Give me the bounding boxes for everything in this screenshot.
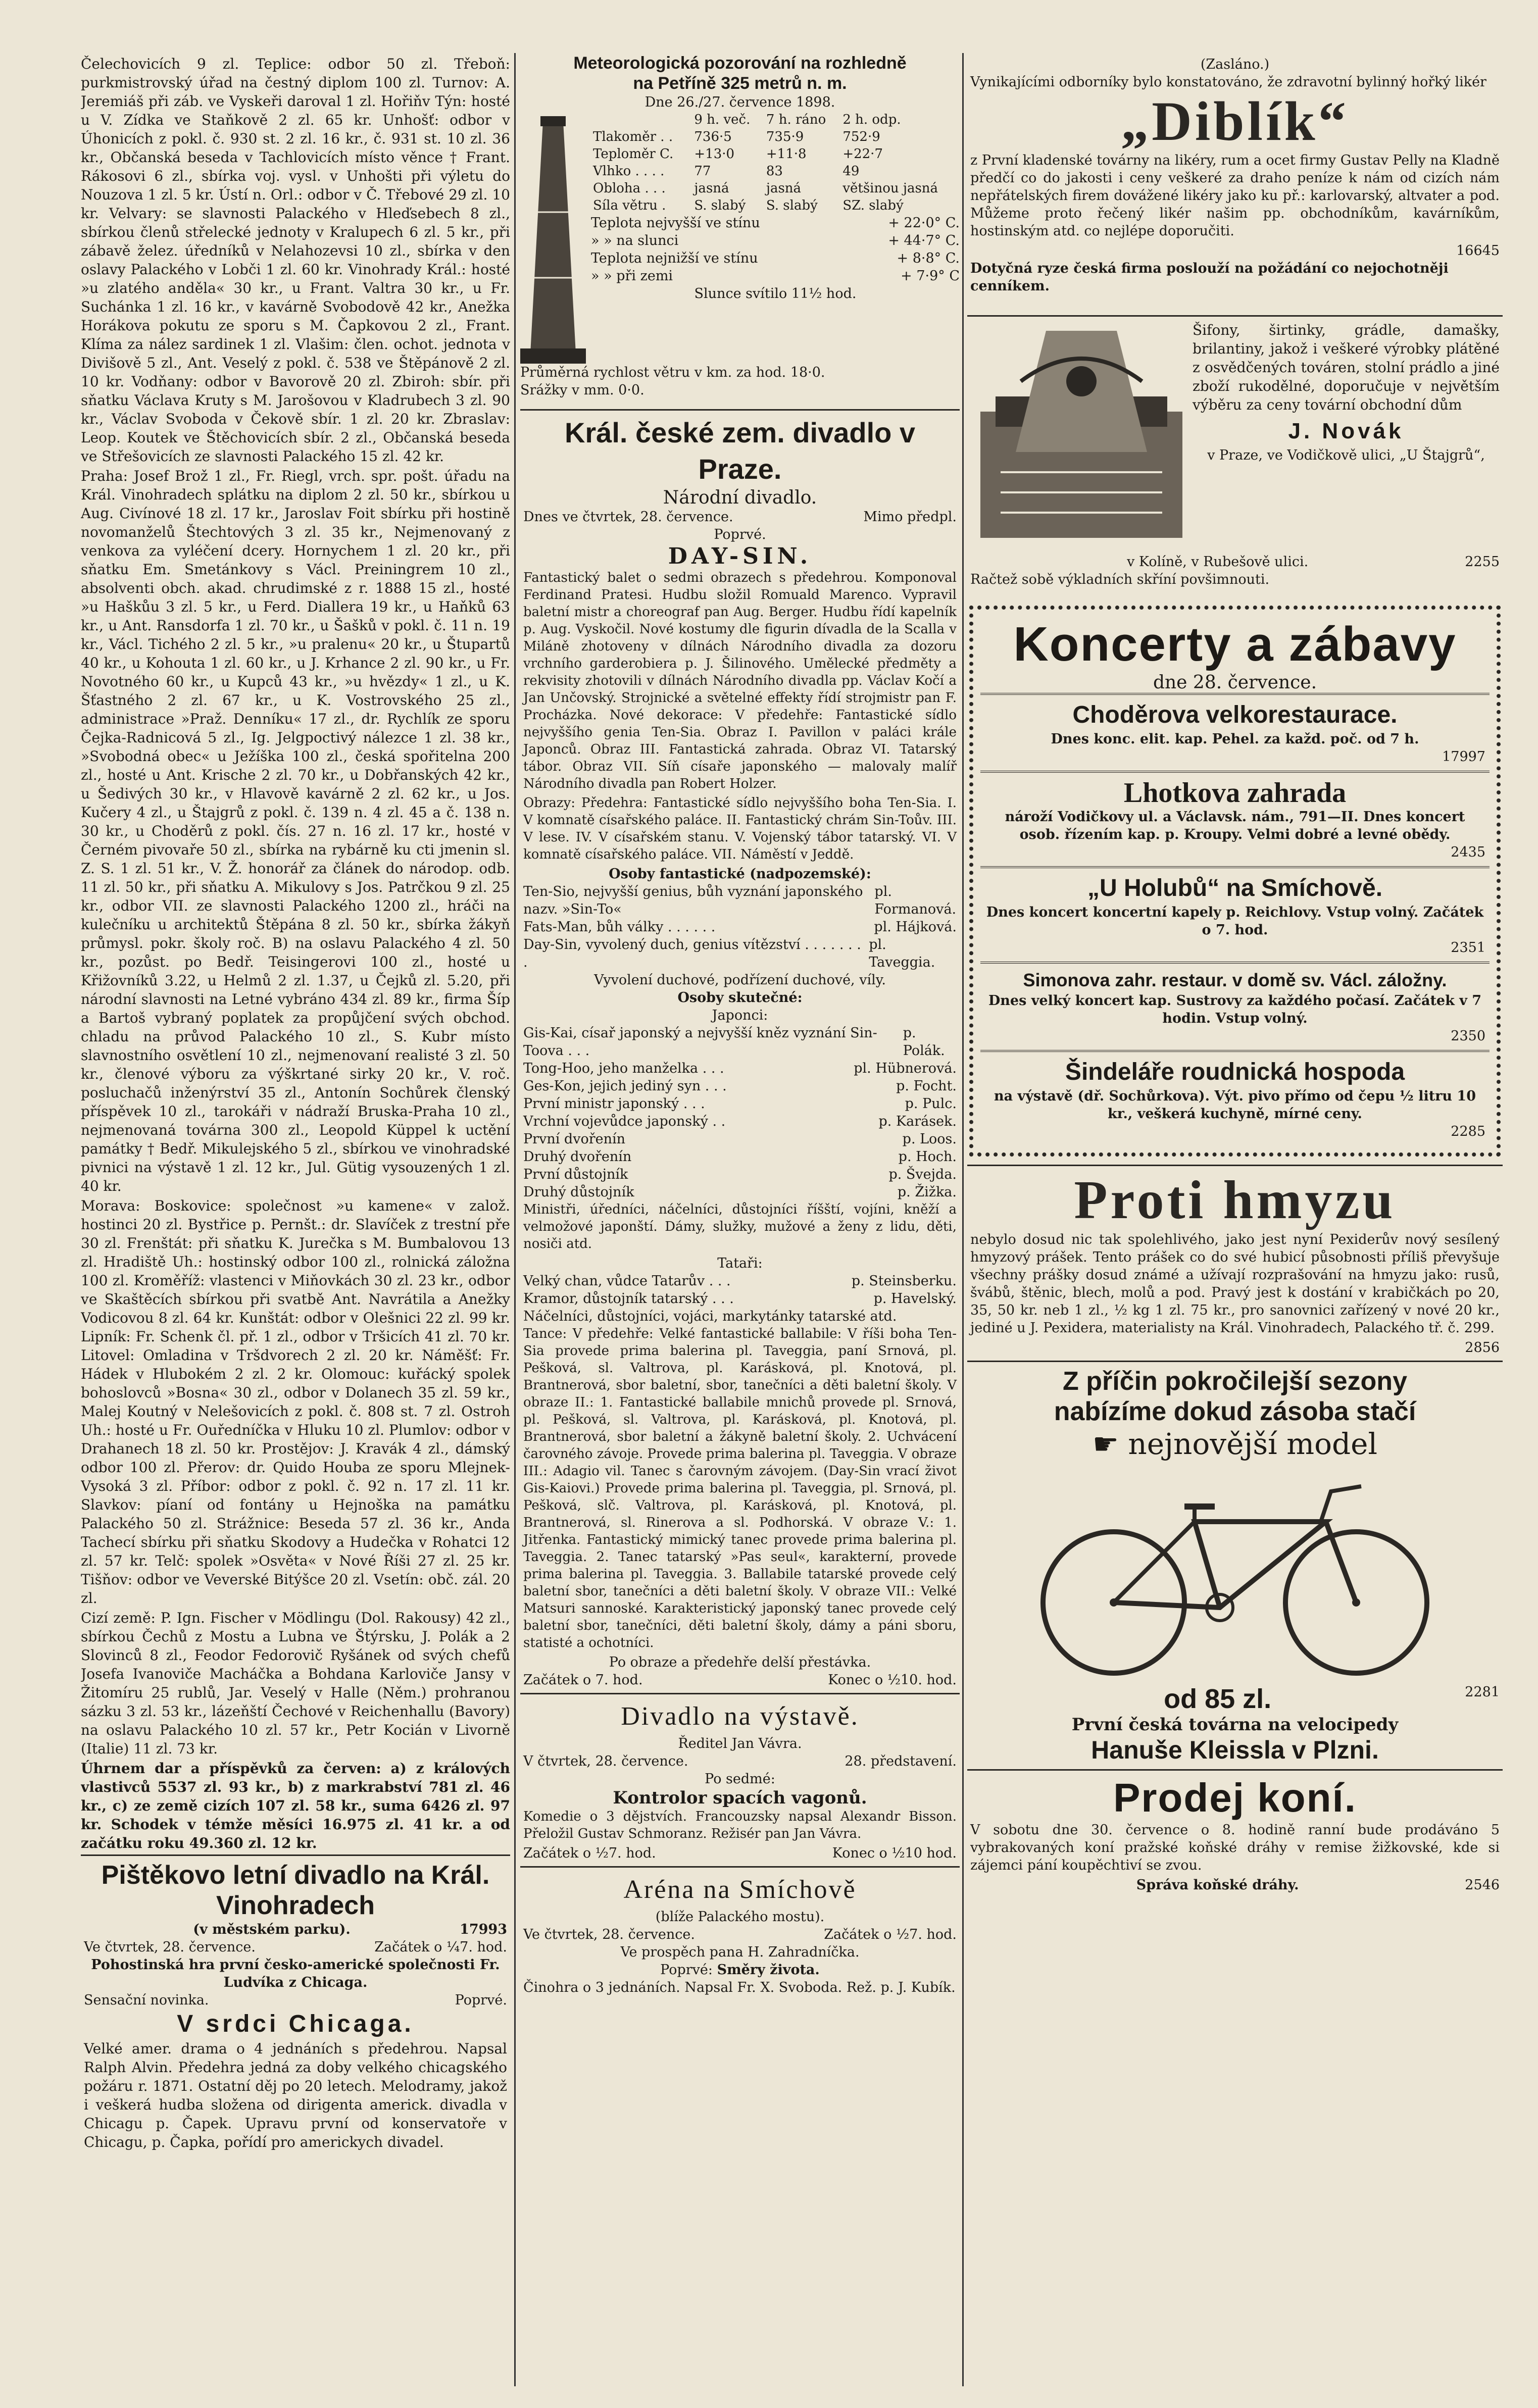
- cast-actor: p. Švejda.: [888, 1167, 957, 1182]
- donations-list: [81, 0, 510, 1852]
- novak-addr: v Praze, ve Vodičkově ulici, „U Štajgrů“,: [1207, 447, 1485, 463]
- meteo-value: 83: [766, 164, 783, 179]
- cast-actor: p. Pulc.: [905, 1096, 957, 1112]
- concerts-title: Koncerty a zábavy: [1013, 617, 1457, 671]
- pistek-start: Začátek o ¼7. hod.: [374, 1939, 507, 1955]
- meteo-value: jasná: [694, 181, 729, 196]
- meteo-row-label: Obloha . . .: [593, 181, 666, 196]
- ad-number: 2856: [1465, 1340, 1500, 1356]
- pistek-desc: Velké amer. drama o 4 jednáních s předehrou. Napsal Ralph Alvin. Předehra jedná za doby velkého chicagského požáru r. 1871. Ostatní děj po 20 letech. Melodramy, jakož i veškerá hudba složena od dirigenta americk. divadla v Chicagu p. Čapek. Upravu první od konservatoře v Chicagu, p. Čapka, pořídí pro americkych divadel.: [84, 2040, 507, 2150]
- cast-list: [523, 883, 957, 971]
- insects-title: Proti hmyzu: [1074, 1170, 1396, 1230]
- meteo-table: [591, 111, 960, 214]
- arena-date-row: [523, 1926, 957, 1943]
- temp-label: » » při zemi: [591, 268, 673, 284]
- insect-powder-ad: [967, 1165, 1503, 1361]
- diblik-intro: Vynikajícími odborníky bylo konstatováno, že zdravotní bylinný hořký likér: [970, 74, 1486, 90]
- expo-times: [523, 1844, 957, 1862]
- column-rule: [962, 53, 964, 2386]
- novak-goods: Šifony, širtinky, grádle, damašky, brilantiny, jakož i veškeré výrobky plátěné z osvědčených továren, stolní prádlo a jiné zboží rukodělné, doporučuje v největším výběru za ceny tovární obchodní dům: [1193, 322, 1500, 413]
- bicycle-line2: nabízíme dokud zásoba stačí: [1054, 1397, 1416, 1426]
- meteo-col-head: 9 h. več.: [694, 112, 751, 127]
- diblik-ship: Dotyčná ryze česká firma poslouží na požádání co nejochotněji cenníkem.: [970, 261, 1449, 294]
- national-play: DAY-SIN.: [668, 543, 812, 569]
- arena-play-row: [523, 1961, 957, 1979]
- cast-list: [523, 1024, 957, 1201]
- national-scenes: Obrazy: Předehra: Fantastické sídlo nejvyššího boha Ten-Sia. I. V komnatě císařského paláce. II. Fantastický chrám Sin-Toův. III. V lese. IV. V císařském stanu. V. Vojenský tábor tatarský. VI. V komnatě císařského paláce. VII. Náměstí v Jeddě.: [523, 795, 957, 862]
- expo-title: Divadlo na výstavě.: [621, 1702, 859, 1731]
- cast-list: [523, 1272, 957, 1308]
- national-note: Mimo předpl.: [863, 509, 957, 525]
- pistek-subtitle: (v městském parku).: [193, 1922, 351, 1937]
- donations-summary: Úhrnem dar a příspěvků za červen: a) z králových vlastivců 5537 zl. 93 kr., b) z markrabství 781 zl. 46 kr., c) ze země cizích 107 zl. 58 kr., suma 6426 zl. 97 kr. Schodek v témže měsíci 16.975 zl. 41 kr. a od začátku roku 49.360 zl. 12 kr.: [81, 1760, 510, 1851]
- expo-end: Konec o ½10 hod.: [832, 1845, 957, 1861]
- concert-venue: Choděrova velkorestaurace.: [1072, 701, 1398, 728]
- meteo-body: [520, 111, 960, 364]
- meteo-title-2: na Petříně 325 metrů n. m.: [633, 74, 847, 93]
- cast-role: Fats-Man, bůh války . . . . . .: [523, 919, 716, 935]
- meteo-row: [591, 197, 960, 214]
- pistek-company: Pohostinská hra první česko-americké společnosti Fr. Ludvíka z Chicaga.: [91, 1957, 500, 1990]
- expo-play: Kontrolor spacích vagonů.: [613, 1788, 867, 1808]
- cast-role: Day-Sin, vyvolený duch, genius vítězství . . . . . . . .: [523, 937, 861, 970]
- temp-value: + 44·7° C.: [888, 233, 960, 248]
- meteo-value: 736·5: [694, 129, 732, 144]
- pistek-play: V srdci Chicaga.: [177, 2011, 414, 2037]
- temp-value: + 8·8° C.: [897, 250, 960, 266]
- bicycle-line3: nejnovější model: [1128, 1427, 1378, 1461]
- cast-actor: p. Havelský.: [873, 1291, 957, 1307]
- cast-heading: Osoby fantastické (nadpozemské):: [609, 866, 871, 882]
- expo-theatre-ad: [520, 1693, 960, 1866]
- cast-role: Ten-Sio, nejvyšší genius, bůh vyznání japonského nazv. »Sin-To«: [523, 884, 863, 917]
- national-sub: Národní divadlo.: [663, 487, 817, 508]
- expo-day: V čtvrtek, 28. července.: [523, 1753, 688, 1769]
- textile-illustration: [970, 321, 1193, 553]
- meteo-value: +13·0: [694, 146, 735, 162]
- ad-number: 17993: [460, 1922, 507, 1937]
- concert-venue: „U Holubů“ na Smíchově.: [1087, 875, 1383, 901]
- cast-role: Tong-Hoo, jeho manželka . . .: [523, 1061, 724, 1076]
- expo-director: Ředitel Jan Vávra.: [678, 1736, 802, 1751]
- cast-heading: Osoby skutečné:: [677, 990, 803, 1006]
- concert-venue: Lhotkova zahrada: [1123, 777, 1347, 809]
- temp-value: + 7·9° C: [901, 268, 960, 284]
- ad-number: 2255: [1465, 554, 1500, 570]
- horses-body: V sobotu dne 30. července o 8. hodině ranní bude prodáváno 5 vybrakovaných koní pražské koňské dráhy v remise žižkovské, kde si zájemci pání koupěchtiví se zvou.: [970, 1822, 1500, 1873]
- arena-play: Směry života.: [717, 1962, 820, 1978]
- temp-label: Teplota nejvyšší ve stínu: [591, 215, 760, 231]
- national-dances: Tance: V předehře: Velké fantastické ballabile: V říši boha Ten-Sia provede prima balerina pl. Taveggia, paní Srnová, pl. Pešková, sl. Valtrova, pl. Karásková, pl. Knotová, pl. Brantnerová, sbor baletní, sbor, tanečníci a děti baletní školy. V obraze II.: 1. Fantastické ballabile mnichů provede pl. Srnová, pl. Pešková, sl. Valtrova, pl. Karásková, pl. Knotová, pl. Brantnerová, sbor baletní a žákyně baletní školy. 2. Uchvácení čarovného závoje. Provede prima balerina pl. Taveggia. V obraze III.: Adagio vil. Tanec s čarovným závojem. (Day-Sin vrací život Gis-Kaiovi.) Provede prima balerina pl. Taveggia, pl. Srnová, pl. Pešková, slč. Valtrova, pl. Karásková, pl. Knotová, pl. Brantnerová, sl. Rinerova a sl. Podhorská. V obraze V.: 1. Jitřenka. Fantastický mimický tanec provede prima balerina pl. Taveggia. 2. Tanec tatarský »Pas seul«, karakterní, provede prima balerina pl. Taveggia. 3. Ballabile tatarské provede celý baletní sbor, tanečníci a děti baletní školy. V obraze VII.: Velké Matsuri sannoské. Karakteristický japonský tanec provede celý baletní sbor, tanečníci, děti baletní školy, dámy a páni sboru, statisté a ochotníci.: [523, 1326, 957, 1650]
- ad-number: 16645: [1456, 243, 1500, 259]
- meteo-value: +11·8: [766, 146, 807, 162]
- concert-item: [980, 771, 1490, 866]
- national-interval: Po obraze a předehře delší přestávka.: [609, 1654, 871, 1670]
- pistek-theatre-ad: [81, 1854, 510, 2158]
- meteo-value: 49: [842, 164, 860, 179]
- cast-note: Náčelníci, důstojníci, vojáci, markytánky tatarské atd.: [523, 1309, 897, 1324]
- concert-item: [980, 693, 1490, 771]
- cast-actor: p. Hoch.: [898, 1149, 957, 1165]
- bicycle-line1: Z příčin pokročilejší sezony: [1063, 1367, 1407, 1396]
- national-times: [523, 1671, 957, 1689]
- cast-role: Gis-Kai, císař japonský a nejvyšší kněz vyznání Sin-Toova . . .: [523, 1025, 877, 1059]
- column-rule: [514, 53, 516, 2386]
- cast-actor: pl. Hájková.: [874, 919, 957, 935]
- cast-actor: p. Žižka.: [897, 1184, 957, 1200]
- novak-name: J. Novák: [1288, 419, 1404, 443]
- ad-number: 2546: [1465, 1877, 1500, 1893]
- cast-actor: p. Polák.: [903, 1025, 945, 1059]
- novak-text: [1193, 321, 1500, 553]
- pistek-novelty: Sensační novinka.: [84, 1992, 209, 2008]
- middle-column: [520, 0, 960, 2408]
- novak-ad: [967, 315, 1503, 592]
- ad-number: 2350: [1451, 1028, 1485, 1044]
- meteo-value: S. slabý: [766, 198, 818, 213]
- horses-title: Prodej koní.: [1113, 1775, 1357, 1820]
- national-end: Konec o ½10. hod.: [828, 1672, 957, 1688]
- arena-day: Ve čtvrtek, 28. července.: [523, 1927, 695, 1942]
- novak-body: [970, 321, 1500, 553]
- concert-item: [980, 866, 1490, 962]
- meteo-wind: Průměrná rychlost větru v km. za hod. 18·0.: [520, 365, 825, 380]
- sunshine: Slunce svítilo 11½ hod.: [694, 286, 857, 302]
- meteo-value: 735·9: [766, 129, 804, 144]
- horses-sign-row: [970, 1876, 1500, 1894]
- cast-note: Ministři, úředníci, náčelníci, důstojníci říšští, vojíni, kněží a velmožové japonští. Dámy, služky, mužové a ženy z lidu, děti, nosiči atd.: [523, 1202, 957, 1251]
- concert-text: nároží Vodičkovy ul. a Václavsk. nám., 791—II. Dnes koncert osob. řízením kap. p. Kroupy. Velmi dobré a levné obědy.: [1005, 809, 1465, 842]
- arena-ad: [520, 1866, 960, 2000]
- meteo-row: [591, 180, 960, 197]
- meteo-col-head: 2 h. odp.: [842, 112, 901, 127]
- cast-role: První důstojník: [523, 1167, 628, 1182]
- expo-start: Začátek o ½7. hod.: [523, 1845, 656, 1861]
- pistek-subrow: [84, 1921, 507, 1938]
- meteo-row: [591, 128, 960, 145]
- cast-actor: pl. Taveggia.: [869, 937, 935, 970]
- cast-heading: Japonci:: [712, 1008, 768, 1023]
- meteo-value: většinou jasná: [842, 181, 938, 196]
- ad-number: 2351: [1451, 940, 1485, 956]
- cast-role: Druhý důstojník: [523, 1184, 634, 1200]
- bicycle-maker: Hanuše Kleissla v Plzni.: [1091, 1736, 1379, 1764]
- meteo-col-head: 7 h. ráno: [766, 112, 826, 127]
- bicycle-ad: [967, 1361, 1503, 1769]
- right-column: [967, 0, 1503, 2408]
- cast-actor: pl. Formanová.: [874, 884, 957, 917]
- national-day: Dnes ve čtvrtek, 28. července.: [523, 509, 733, 525]
- concert-text: Dnes konc. elit. kap. Pehel. za každ. poč. od 7 h.: [1051, 731, 1419, 747]
- bicycle-price: od 85 zl.: [1164, 1684, 1272, 1714]
- arena-first: Poprvé:: [660, 1962, 713, 1978]
- meteo-row-label: Síla větru .: [593, 198, 666, 213]
- concert-venue: Simonova zahr. restaur. v domě sv. Václ. záložny.: [1023, 970, 1447, 990]
- pointing-hand-icon: ☛: [1092, 1427, 1119, 1461]
- pistek-day: Ve čtvrtek, 28. července.: [84, 1939, 256, 1955]
- national-start: Začátek o 7. hod.: [523, 1672, 643, 1688]
- pistek-title: Pištěkovo letní divadlo na Král. Vinohradech: [101, 1861, 490, 1920]
- donations-paragraph: Čelechovicích 9 zl. Teplice: odbor 50 zl. Třeboň: purkmistrovský úřad na čestný diplom 100 zl. Turnov: A. Jeremiáš při záb. ve Vyskeři daroval 1 zl. Hořiňv Týn: hosté u V. Zídka ve Staňkově 2 zl. 65 kr. Unhošť: odbor v Úhonicích z pokl. č. 930 st. 2 zl. 16 kr., č. 931 st. 10 zl. 36 kr., Občanská beseda v Tachlovicích místo věnce † Frant. Rákosovi 6 zl., sbírka voj. vysl. v Unhošti při výletu do Nouzova 1 zl. 5 kr. Ústí n. Orl.: odbor v Č. Třebové 29 zl. 10 kr. Velvary: se slavnosti Palackého v Hleďsebech 8 zl., sbírkou členů střelecké jednoty v Kralupech 6 zl. 5 kr., při zábavě želez. úředníků v Nelahozevsi 10 zl., sbírka v den oslavy Palackého v Lobči 1 zl. 60 kr. Vinohrady Král.: hosté »u zlatého anděla« 30 kr., u Frant. Valtra 30 kr., u Fr. Suchánka 1 zl. 16 kr., v kavárně Svobodově 42 kr., Anežka Horákova pokutu ze sporu s M. Čapkovou 2 zl., Frant. Klíma za nález sardinek 1 zl. Vlašim: člen. ochot. jednota v Divišově 5 zl., Ant. Veselý z pokl. č. 538 ve Štěpánově 2 zl. 10 kr. Vodňany: odbor v Bavorově 20 zl. Zbiroh: sbír. při sňatku Václava Kruty s M. Jarošovou v Kladrubech 3 zl. 90 kr., Václav Svoboda v Čekově sbír. 1 zl. 20 kr. Zbraslav: Leop. Koutek ve Štěchovicích sbír. 2 zl., Občanská beseda ve Střešovicích ze slavnosti Palackého 15 zl. 42 kr.: [81, 56, 510, 465]
- national-theatre-ad: [520, 409, 960, 1693]
- meteo-value: jasná: [766, 181, 802, 196]
- concert-text: Dnes velký koncert kap. Sustrovy za každého počasí. Začátek v 7 hodin. Vstup volný.: [988, 993, 1482, 1026]
- cast-role: Druhý dvořenín: [523, 1149, 632, 1165]
- lookout-tower-illustration: [520, 111, 586, 364]
- diblik-zaslano: (Zasláno.): [1200, 57, 1270, 72]
- concert-item: [980, 1050, 1490, 1145]
- expo-desc: Komedie o 3 dějstvích. Francouzsky napsal Alexandr Bisson. Přeložil Gustav Schmoranz. Režisér pan Jan Vávra.: [523, 1809, 957, 1841]
- meteo-row-label: Tlakoměr . .: [593, 129, 673, 144]
- concerts-date: dne 28. července.: [1153, 672, 1317, 693]
- horses-sign: Správa koňské dráhy.: [1136, 1877, 1299, 1893]
- novak-branch-row: [970, 553, 1500, 571]
- arena-title: Aréna na Smíchově: [623, 1875, 857, 1904]
- concerts-box: [969, 606, 1501, 1157]
- pistek-novelty-row: [84, 1991, 507, 2009]
- arena-start: Začátek o ½7. hod.: [824, 1927, 957, 1942]
- donations-paragraph: Praha: Josef Brož 1 zl., Fr. Riegl, vrch. spr. pošt. úřadu na Král. Vinohradech splátku na diplom 2 zl. 50 kr., sbírkou u Aug. Civínové 18 zl. 17 kr., Jaroslav Foit sbírku při hostině novomanželů Štechtových 3 zl. 35 kr., Nejmenovaný z venkova za vyléčení dcery. Hornychem 1 zl. 20 kr., při sňatku Em. Smetánkovy s Václ. Preiningrem 10 zl., absolventi obch. akad. chrudimské z r. 1888 15 zl., hosté »u Haškůu 3 zl. 5 kr., u Ferd. Diallera 19 kr., u Haňků 63 kr., u Ant. Ransdorfa 1 zl. 70 kr., u Šašků v pokl. č. 11 n. 19 kr., Václ. Tichého 2 zl. 5 kr., »u pralenu« 20 kr., u Štupartů 40 kr., u Kohouta 1 zl. 60 kr., u J. Krhance 2 zl. 90 kr., u Fr. Novotného 60 kr., u Kupců 43 kr., »u hvězdy« 1 zl., u K. Šťastného 2 zl. 67 kr., u K. Vostrovského 25 zl., administrace »Praž. Denníku« 17 zl., dr. Rychlík ze sporu Čejka-Radnicová 5 zl., Ig. Jelgpoctivý nálezce 1 zl. 38 kr., »Svobodná obec« u Ježíška 100 zl., česká spořitelna 200 zl., hosté u Ant. Krische 2 zl. 70 kr., u Dobřanských 42 kr., u Šedivých 30 kr., v Hlavově kavárně 2 zl. 62 kr., u Jos. Kučery 4 zl., u Štajgrů z pokl. č. 139 n. 4 zl. 45 a č. 138 n. 30 kr., u Choděrů z pokl. čís. 27 n. 16 zl. 17 kr., hosté v Černém pivovaře 50 zl., sbírka na rybárně ku cti jmenin sl. Z. S. 1 zl. 51 kr., V. Ž. honorář za článek do národop. odb. 11 zl. 50 kr., při sňatku A. Mikulovy s Jos. Patrčkou 9 zl. 25 kr., odbor VII. ze slavnosti Palackého 1200 zl., hráči na kulečníku u architektů Štěpána 8 zl. 50 kr., sbírka žákyň průmysl. pokr. školy roč. B) na oslavu Palackého 4 zl. 50 kr., pozůst. po Bedř. Teisingerovi 100 zl., hosté u Křižovníků 3.22, u Helmů 2 zl. 1.37, u Čejků zl. 5.20, při národní slavnosti na Letné vybráno 434 zl. 89 kr., firma Šíp a Bartoš vybraný poplatek za propůjčení svých obchod. chladu na průvod Palackého 10 zl., S. Kubr místo slavnostního osvětlení 10 zl., nejmenovaní realisté 3 zl. 50 kr., členové výboru za výškrtané sirky 20 kr., V. roč. posluchačů inženýrství 35 zl., Antonín Sochůrek členský příspěvek 10 zl., tarokáři v nádraží Bruska-Praha 10 zl., nejmenovaná továrna 300 zl., Leopold Küppel k uctění památky † Bedř. Mikulejského 5 zl., sbírkou ve vinohradské pivnici na výstavě 1 zl. 12 kr., Jul. Gütig vysouzených 1 zl. 40 kr.: [81, 468, 510, 1194]
- concert-item: [980, 962, 1490, 1050]
- bicycle-model-row: [970, 1427, 1500, 1461]
- bicycle-illustration: [1018, 1466, 1452, 1678]
- expo-note: Po sedmé:: [705, 1771, 775, 1787]
- concert-text: Dnes koncert koncertní kapely p. Reichlovy. Vstup volný. Začátek o 7. hod.: [986, 905, 1484, 938]
- horses-ad: [967, 1769, 1503, 1898]
- bicycle-price-row: [970, 1683, 1500, 1715]
- meteo-row-label: Teploměr C.: [593, 146, 674, 162]
- expo-rep: 28. představení.: [845, 1753, 957, 1769]
- diblik-ad: [967, 0, 1503, 295]
- left-column: [81, 0, 510, 2408]
- arena-sub: (blíže Palackého mostu).: [655, 1909, 825, 1925]
- expo-date-row: [523, 1752, 957, 1770]
- pistek-first: Poprvé.: [455, 1992, 507, 2008]
- meteo-value: +22·7: [842, 146, 883, 162]
- cast-role: Velký chan, vůdce Tatarův . . .: [523, 1273, 731, 1289]
- pistek-date-row: [84, 1938, 507, 1956]
- cast-role: Ges-Kon, jejich jediný syn . . .: [523, 1078, 727, 1094]
- meteo-row: [591, 145, 960, 163]
- meteo-table-wrap: [591, 111, 960, 364]
- temp-value: + 22·0° C.: [888, 215, 960, 231]
- national-date-row: [523, 508, 957, 526]
- cast-note: Vyvolení duchové, podřízení duchové, víly.: [593, 972, 886, 988]
- temp-label: Teplota nejnižší ve stínu: [591, 250, 758, 266]
- concert-venue: Šindeláře roudnická hospoda: [1065, 1059, 1405, 1085]
- temp-label: » » na slunci: [591, 233, 679, 248]
- donations-paragraph: Cizí země: P. Ign. Fischer v Mödlingu (Dol. Rakousy) 42 zl., sbírkou Čechů z Mostu a Lubna ve Štýrsku, J. Polák a 2 Slovinců 8 zl., Feodor Fedorovič Ryšánek od svých chefů Josefa Ivanoviče Macháčka a Bohdana Karloviče Jansy v Žitomíru 25 rublů, Jar. Veselý v Halle (Něm.) prohranou sázku 3 zl. 53 kr., lázeňští Čechové v Reichenhallu (Bavory) na oslavu Palackého 10 zl. 57 kr., Petr Kocián v Livorně (Italie) 11 zl. 73 kr.: [81, 1610, 510, 1757]
- cast-role: První dvořenín: [523, 1131, 626, 1147]
- meteo-temps: [591, 214, 960, 303]
- meteo-box: [520, 0, 960, 399]
- concert-text: na výstavě (dř. Sochůrkova). Výt. pivo přímo od čepu ½ litru 10 kr., veškerá kuchyně, mírné ceny.: [994, 1088, 1476, 1122]
- meteo-value: S. slabý: [694, 198, 746, 213]
- cast-role: Kramor, důstojník tatarský . . .: [523, 1291, 734, 1307]
- ad-number: 2281: [1465, 1684, 1500, 1700]
- donations-paragraph: Morava: Boskovice: společnost »u kamene« v založ. hostinci 20 zl. Bystřice p. Pernšt.: dr. Slavíček z trestní pře 30 zl. Frenštát: při sňatku K. Jurečka s M. Bumbalovou 13 zl. Hradiště Uh.: hostinský odbor 100 zl., rolnická záložna 100 zl. Kroměříž: vlastenci v Miňovkách 30 zl. 23 kr., odbor ve Skaštěcích sbírkou při svatbě Ant. Navrátila a Anežky Vodicovou 8 zl. 64 kr. Kunštát: odbor v Olešnici 22 zl. 99 kr. Lipník: Fr. Schenk čl. př. 1 zl., odbor v Tršicích 41 zl. 70 kr. Litovel: Omladina v Tršdvorech 2 zl. 20 kr. Náměšť: Fr. Hádek v Hlubokém 2 zl. 2 kr. Olomouc: kuřácký spolek bohoslovců »Bosna« 30 zl., odbor v Dolanech 35 zl. 59 kr., Malej Koutný v Nelešovicích z pokl. č. 808 st. 7 zl. Ostroh Uh.: hosté u Fr. Ouředníčka v Hluku 10 zl. Plumlov: odbor v Drahanech 18 zl. 50 kr. Prostějov: J. Kravák 4 zl., dámský odbor 100 zl. Přerov: dr. Quido Houba ze sporu Mlejnek-Vysoká 3 zl. Příbor: odbor z pokl. č. 92 n. 17 zl. 11 kr. Slavkov: píaní od fontány u Hejnoška na památku Palackého 50 zl. Strážnice: Beseda 57 zl. 36 kr., Anda Tachecí sbírku při sňatku Skodovy a Hudečka v Rohatci 12 zl. 57 kr. Telč: spolek »Osvěta« v Nové Říši 27 zl. 25 kr. Tišňov: odbor ve Veverské Bitýšce 20 zl. Vsetín: obč. zál. 20 zl.: [81, 1197, 510, 1607]
- insects-body: nebylo dosud nic tak spolehlivého, jako jest nyní Pexiderův nový sesílený hmyzový prášek. Tento prášek co do své hubicí působnosti příliš převyšuje všechny prášky dosud známé a užívají rozprašování na hmyzu jako: rusů, švábů, štěnic, blech, molů a pod. Pravý jest k dostání v krabičkách po 20, 35, 50 kr. neb 1 zl., ½ kg 1 zl. 75 kr., pro sanovnici zařízený v nové 20 kr., jediné u J. Pexidera, materialisty na Král. Vinohradech, Palackého tř. č. 299.: [970, 1232, 1500, 1336]
- meteo-title: Meteorologická pozorování na rozhledně: [573, 54, 907, 73]
- meteo-date: Dne 26./27. července 1898.: [644, 94, 835, 110]
- meteo-value: 77: [694, 164, 711, 179]
- cast-heading: Tataři:: [717, 1256, 763, 1271]
- novak-note: Račtež sobě výkladních skříní povšimnouti.: [970, 572, 1270, 587]
- cast-actor: p. Steinsberku.: [851, 1273, 957, 1289]
- national-desc: Fantastický balet o sedmi obrazech s předehrou. Komponoval Ferdinand Pratesi. Hudbu složil Romuald Marenco. Vypravil baletní mistr a choreograf pan Aug. Berger. Hudbu řídí kapelník p. Aug. Vyskočil. Nové kostumy dle figurin dívadla de la Scalla v Miláně zhotoveny v dílnách Národního divadla za dozoru vrchního garderobiera p. J. Šilinového. Umělecké předměty a rekvisity zhotovili v dílnách Národního divadla pp. Václav Kočí a Jan Unčovský. Strojnické a světelné effekty řídí strojmistr pan F. Procházka. Nové dekorace: V předehře: Fantastické sídlo nejvyššího genia Ten-Sia. Obraz I. Pavillon v paláci krále Japonců. Obraz III. Fantastická zahrada. Obraz VI. Tatarský tábor. Obraz VII. Síň císaře japonského — malovaly malíř Národního divadla pan Robert Holzer.: [523, 570, 957, 791]
- cast-actor: pl. Hübnerová.: [854, 1061, 957, 1076]
- national-title: Král. české zem. divadlo v Praze.: [564, 417, 916, 485]
- cast-actor: p. Focht.: [896, 1078, 957, 1094]
- cast-role: První ministr japonský . . .: [523, 1096, 705, 1112]
- ad-number: 17997: [1442, 749, 1485, 765]
- cast-actor: p. Karásek.: [878, 1114, 957, 1129]
- national-first: Poprvé.: [714, 527, 766, 542]
- cast-role: Vrchní vojevůdce japonský . .: [523, 1114, 726, 1129]
- meteo-value: SZ. slabý: [842, 198, 904, 213]
- novak-branch: v Kolíně, v Rubešově ulici.: [1127, 554, 1309, 570]
- meteo-rain: Srážky v mm. 0·0.: [520, 382, 644, 398]
- ad-number: 2285: [1451, 1124, 1485, 1139]
- meteo-value: 752·9: [842, 129, 880, 144]
- meteo-row-label: Vlhko . . . .: [593, 164, 665, 179]
- diblik-body: z První kladenské továrny na likéry, rum a ocet firmy Gustav Pelly na Kladně předčí co do jakosti i ceny veškeré za draho peníze k nám od cizích nám nepřátelských firem dovážené likéry jako ku př.: karlovarský, altvater a pod. Můžeme proto řečený likér našim pp. obchodníkům, kavárníkům, hostinským atd. co nejlépe doporučiti.: [970, 153, 1500, 239]
- arena-benefit: Ve prospěch pana H. Zahradníčka.: [620, 1944, 860, 1960]
- cast-actor: p. Loos.: [902, 1131, 957, 1147]
- arena-desc: Činohra o 3 jednáních. Napsal Fr. X. Svoboda. Rež. p. J. Kubík.: [523, 1980, 956, 1995]
- bicycle-factory: První česká továrna na velocipedy: [1071, 1715, 1399, 1735]
- diblik-brand: „Diblík“: [1121, 90, 1349, 152]
- ad-number: 2435: [1451, 844, 1485, 860]
- meteo-row: [591, 163, 960, 180]
